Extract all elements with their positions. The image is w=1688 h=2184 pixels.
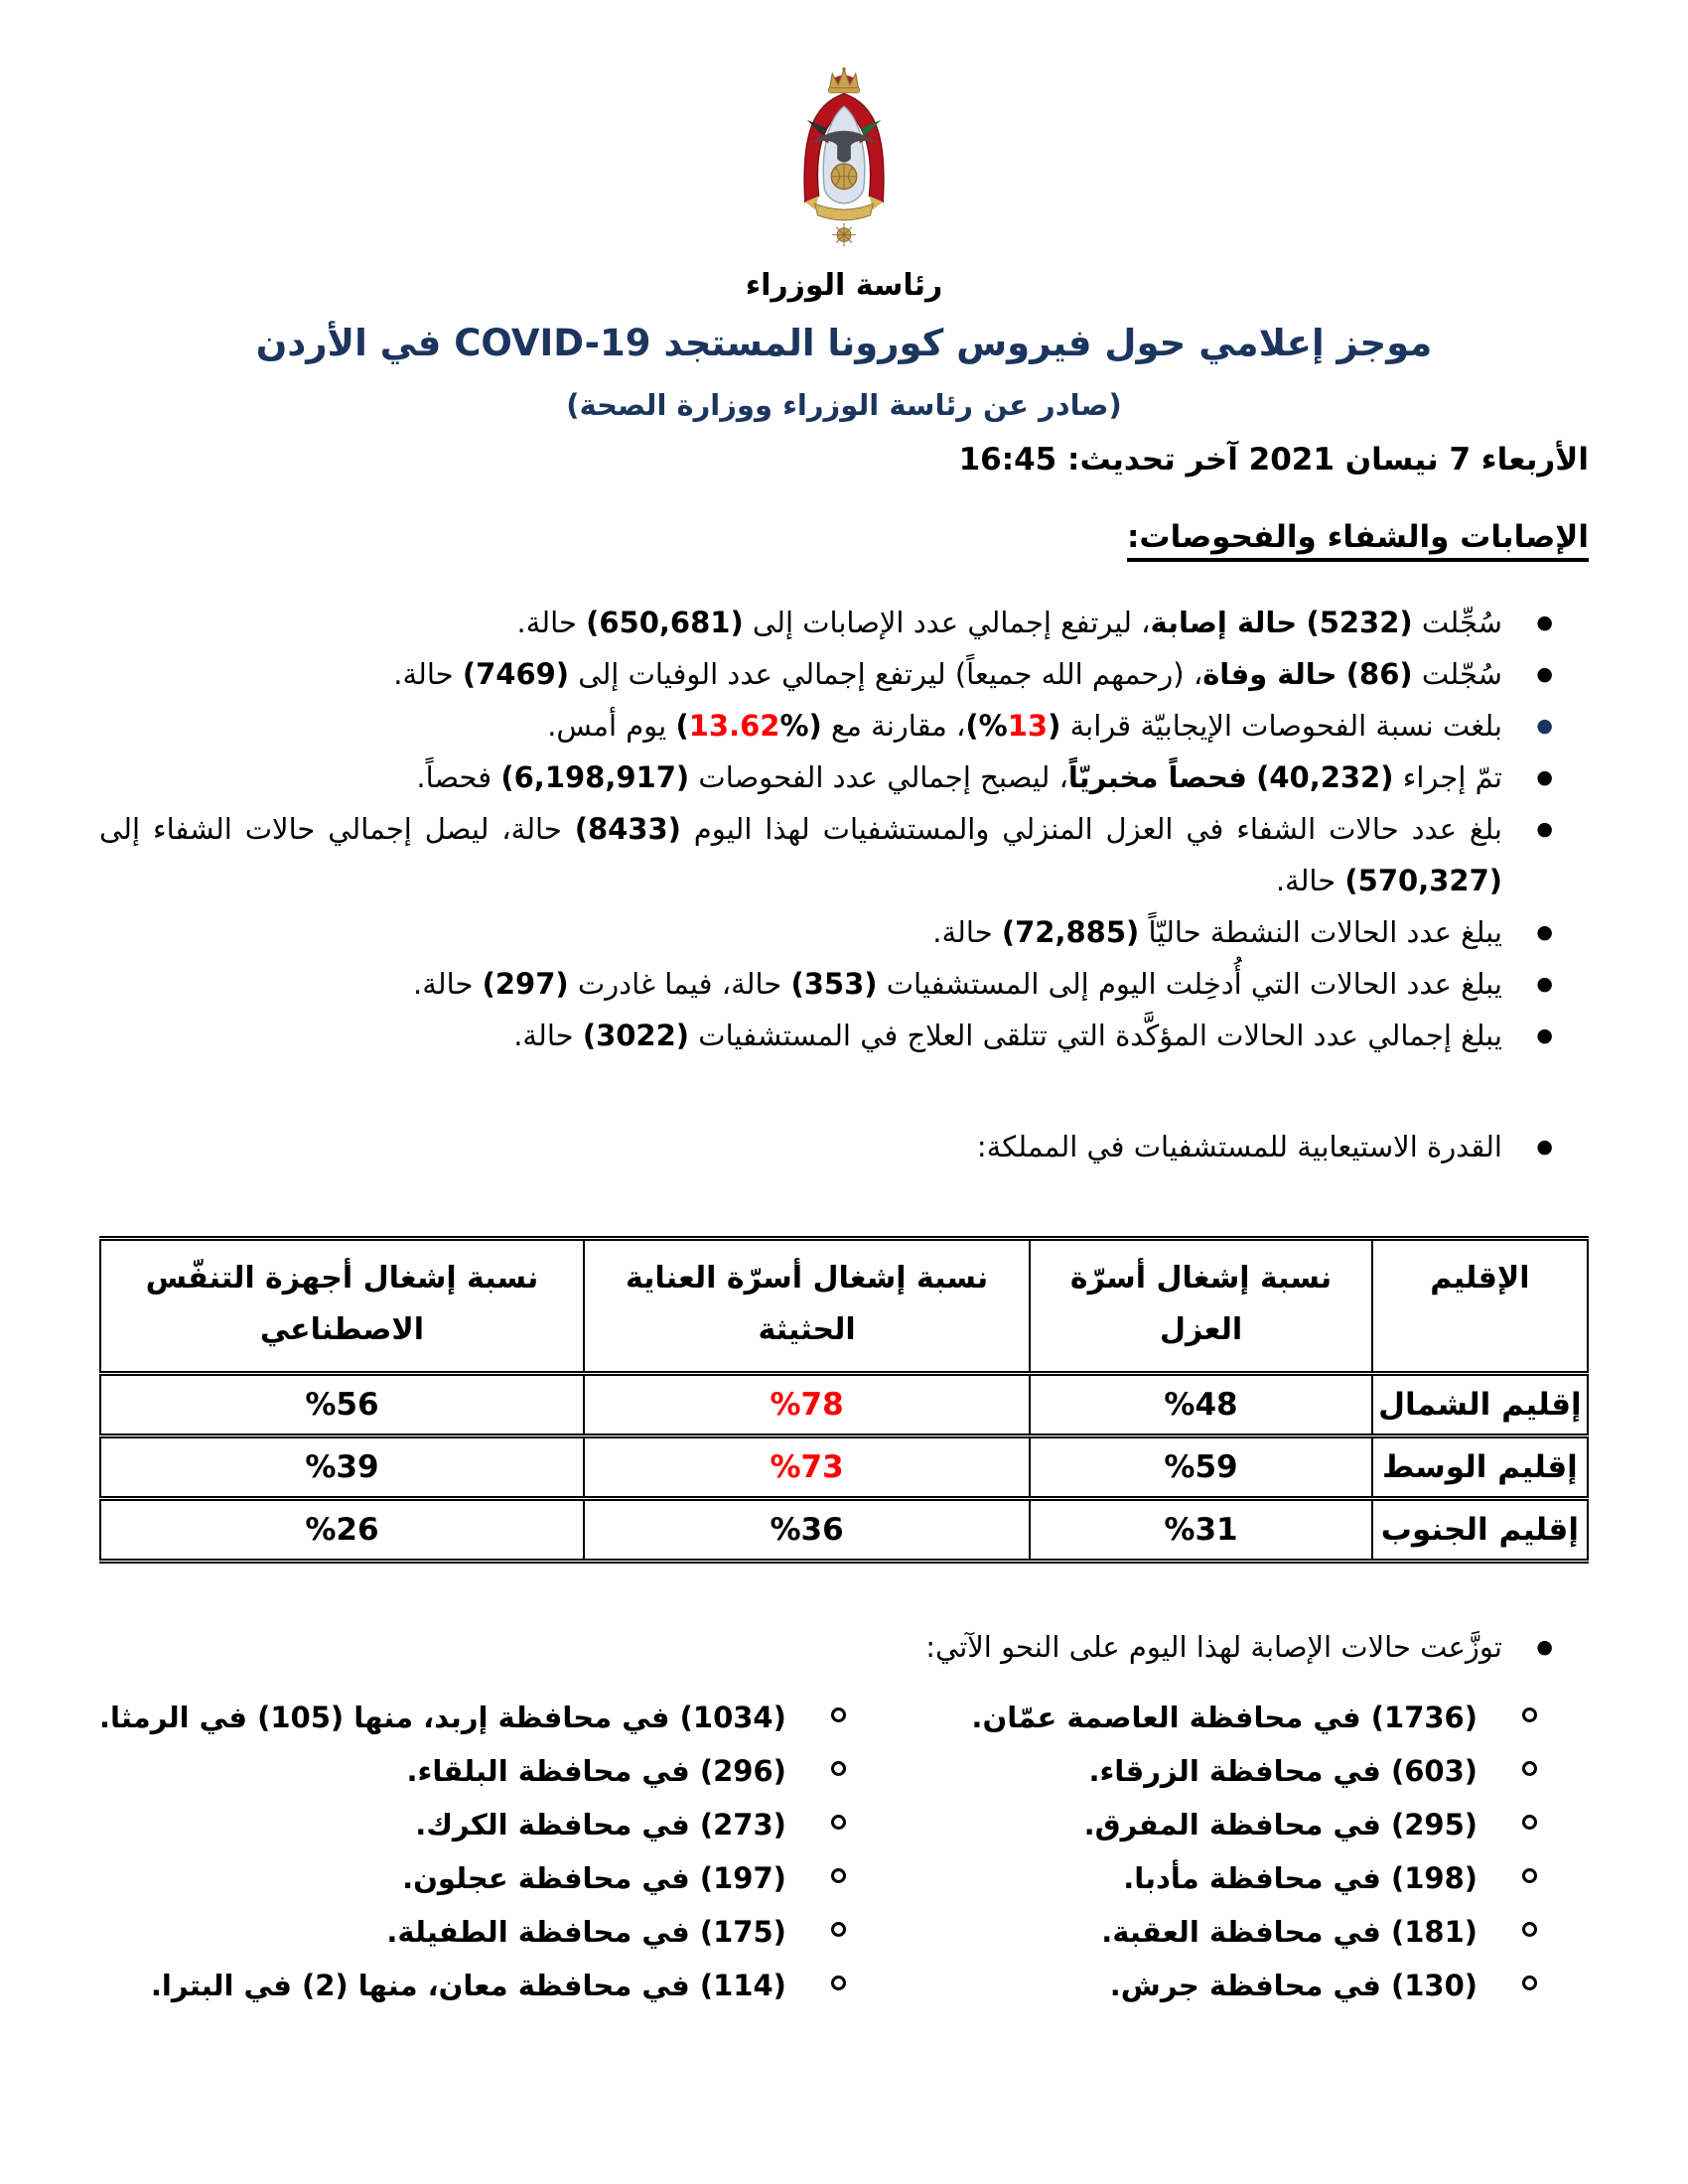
table-row [100, 1436, 1588, 1499]
table-row [100, 1499, 1588, 1562]
bullet-item: ● يبلغ عدد الحالات النشطة حاليّاً (72,885) حالة. [99, 906, 1559, 958]
logo-caption: رئاسة الوزراء [745, 268, 943, 303]
bullet-item: ● يبلغ عدد الحالات التي أُدخِلت اليوم إلى المستشفيات (353) حالة، فيما غادرت (297) حالة. [99, 958, 1559, 1010]
bullet-icon: ● [1536, 1636, 1553, 1658]
circle-bullet-icon [831, 1707, 846, 1722]
circle-bullet-icon [1522, 1922, 1537, 1937]
table-row [100, 1374, 1588, 1436]
distribution-columns [99, 1691, 1589, 2012]
bullet-icon: ● [1536, 973, 1553, 995]
distribution-left-column [99, 1691, 858, 2012]
value-cell: %73 [584, 1436, 1030, 1499]
bullet-icon: ● [1536, 612, 1553, 633]
distribution-item: (295) في محافظة المفرق. [868, 1798, 1549, 1851]
distribution-item: (603) في محافظة الزرقاء. [868, 1744, 1549, 1798]
bullet-icon: ● [1536, 1136, 1553, 1158]
table-header-cell: نسبة إشغال أجهزة التنفّس الاصطناعي [100, 1239, 584, 1374]
distribution-item: (1736) في محافظة العاصمة عمّان. [868, 1691, 1549, 1744]
jordan-coat-of-arms-logo [785, 68, 903, 262]
distribution-item: (197) في محافظة عجلون. [99, 1851, 858, 1905]
value-cell: %36 [584, 1499, 1030, 1562]
bullet-item: ● تمّ إجراء (40,232) فحصاً مخبريّاً، ليصبح إجمالي عدد الفحوصات (6,198,917) فحصاً. [99, 751, 1559, 803]
bullet-item: ● يبلغ إجمالي عدد الحالات المؤكَّدة التي تتلقى العلاج في المستشفيات (3022) حالة. [99, 1010, 1559, 1061]
bullet-icon: ● [1536, 921, 1553, 943]
main-bullet-list [99, 597, 1559, 1172]
value-cell: %56 [100, 1374, 584, 1436]
circle-bullet-icon [831, 1922, 846, 1937]
header-logo-block [99, 68, 1589, 303]
page-subtitle: (صادر عن رئاسة الوزراء ووزارة الصحة) [566, 388, 1122, 422]
star-medal-icon [832, 223, 856, 247]
distribution-item: (175) في محافظة الطفيلة. [99, 1905, 858, 1959]
bullet-icon: ● [1536, 766, 1553, 788]
ribbon-icon [815, 204, 874, 220]
bullet-item: ● بلغت نسبة الفحوصات الإيجابيّة قرابة (%13)، مقارنة مع (13.62%) يوم أمس. [99, 700, 1559, 751]
circle-bullet-icon [1522, 1976, 1537, 1990]
bullet-icon: ● [1536, 818, 1553, 840]
circle-bullet-icon [831, 1976, 846, 1990]
value-cell: %48 [1030, 1374, 1372, 1436]
bullet-item: ● سُجّلت (86) حالة وفاة، (رحمهم الله جميعاً) ليرتفع إجمالي عدد الوفيات إلى (7469) حالة. [99, 648, 1559, 700]
bullet-item: ● القدرة الاستيعابية للمستشفيات في المملكة: [99, 1121, 1559, 1172]
page-title: موجز إعلامي حول فيروس كورونا المستجد COVID-19 في الأردن [255, 322, 1433, 364]
section-heading: الإصابات والشفاء والفحوصات: [99, 515, 1589, 559]
circle-bullet-icon [1522, 1761, 1537, 1776]
circle-bullet-icon [831, 1761, 846, 1776]
value-cell: %26 [100, 1499, 584, 1562]
distribution-item: (114) في محافظة معان، منها (2) في البترا. [99, 1959, 858, 2012]
value-cell: %78 [584, 1374, 1030, 1436]
globe-icon [831, 164, 856, 189]
bullet-icon: ● [1536, 715, 1553, 737]
table-header-cell: نسبة إشغال أسرّة العزل [1030, 1239, 1372, 1374]
region-cell: إقليم الوسط [1372, 1436, 1588, 1499]
table-header-row [100, 1239, 1588, 1374]
date-line: الأربعاء 7 نيسان 2021 آخر تحديث: 16:45 [958, 442, 1589, 478]
distribution-item: (130) في محافظة جرش. [868, 1959, 1549, 2012]
value-cell: %31 [1030, 1499, 1372, 1562]
circle-bullet-icon [1522, 1815, 1537, 1830]
circle-bullet-icon [1522, 1868, 1537, 1883]
value-cell: %59 [1030, 1436, 1372, 1499]
distribution-item: (198) في محافظة مأدبا. [868, 1851, 1549, 1905]
distribution-item: (1034) في محافظة إربد، منها (105) في الرمثا. [99, 1691, 858, 1744]
circle-bullet-icon [831, 1868, 846, 1883]
distribution-item: (181) في محافظة العقبة. [868, 1905, 1549, 1959]
bullet-item: ● سُجِّلت (5232) حالة إصابة، ليرتفع إجمالي عدد الإصابات إلى (650,681) حالة. [99, 597, 1559, 648]
hospital-capacity-table [99, 1236, 1589, 1564]
bullet-item: ● بلغ عدد حالات الشفاء في العزل المنزلي والمستشفيات لهذا اليوم (8433) حالة، ليصل إجمالي حالات الشفاء إلى (570,327) حالة. [99, 803, 1559, 906]
distribution-item: (296) في محافظة البلقاء. [99, 1744, 858, 1798]
bullet-icon: ● [1536, 663, 1553, 685]
distribution-item: (273) في محافظة الكرك. [99, 1798, 858, 1851]
table-header-cell: الإقليم [1372, 1239, 1588, 1374]
circle-bullet-icon [1522, 1707, 1537, 1722]
bullet-item: ● توزَّعت حالات الإصابة لهذا اليوم على النحو الآتي: [99, 1621, 1559, 1673]
crown-icon [828, 68, 859, 92]
distribution-right-column [868, 1691, 1549, 2012]
table-header-cell: نسبة إشغال أسرّة العناية الحثيثة [584, 1239, 1030, 1374]
region-cell: إقليم الشمال [1372, 1374, 1588, 1436]
circle-bullet-icon [831, 1815, 846, 1830]
bullet-icon: ● [1536, 1024, 1553, 1046]
distribution-intro-list [99, 1621, 1559, 1673]
value-cell: %39 [100, 1436, 584, 1499]
region-cell: إقليم الجنوب [1372, 1499, 1588, 1562]
